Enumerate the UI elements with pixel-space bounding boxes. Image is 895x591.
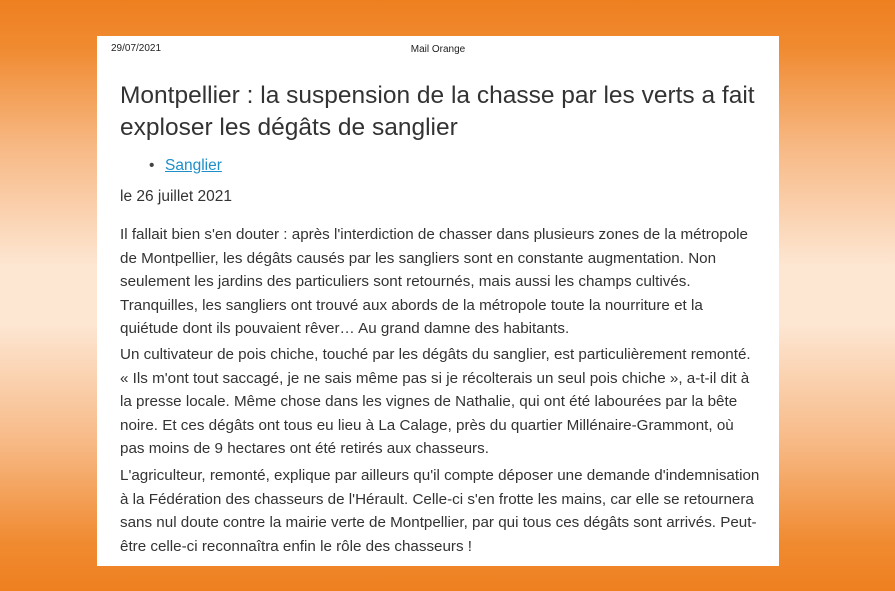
article-paragraph-1: Il fallait bien s'en douter : après l'interdiction de chasser dans plusieurs zones de la métropole de Montpellier, les dégâts causés par les sangliers sont en constante augmentation. Non seulement les jardins des particuliers sont retournés, mais aussi les champs cultivés. Tranquilles, les sangliers ont trouvé aux abords de la métropole toute la nourriture et la quiétude dont ils pouvaient rêver… Au grand damne des habitants. — [120, 226, 748, 338]
article-paragraph-2: Un cultivateur de pois chiche, touché par les dégâts du sanglier, est particulièrement remonté. « Ils m'ont tout saccagé, je ne sais même pas si je récolterais un seul pois chiche », a-t-il dit à la presse locale. Même chose dans les vignes de Nathalie, qui ont été labourées par la bête noire. Et ces dégâts ont tous eu lieu à La Calage, près du quartier Millénaire-Grammont, où pas moins de 9 hectares ont été retirés aux chasseurs. — [120, 346, 751, 458]
tag-list — [147, 157, 222, 175]
article-date: le 26 juillet 2021 — [120, 188, 233, 205]
tag-link-sanglier[interactable]: Sanglier — [165, 157, 222, 174]
printed-page — [97, 36, 779, 566]
print-date: 29/07/2021 — [111, 43, 162, 54]
print-source: Mail Orange — [410, 44, 466, 55]
tag-item — [147, 157, 222, 175]
article-title: Montpellier : la suspension de la chasse par les verts a fait exploser les dégâts de sanglier — [120, 82, 755, 141]
article-paragraph-3: L'agriculteur, remonté, explique par ailleurs qu'il compte déposer une demande d'indemnisation à la Fédération des chasseurs de l'Hérault. Celle-ci s'en frotte les mains, car elle se retournera sans nul doute contre la mairie verte de Montpellier, par qui tous ces dégâts sont arrivés. Peut-être celle-ci reconnaîtra enfin le rôle des chasseurs ! — [120, 467, 760, 555]
print-header — [111, 43, 765, 57]
